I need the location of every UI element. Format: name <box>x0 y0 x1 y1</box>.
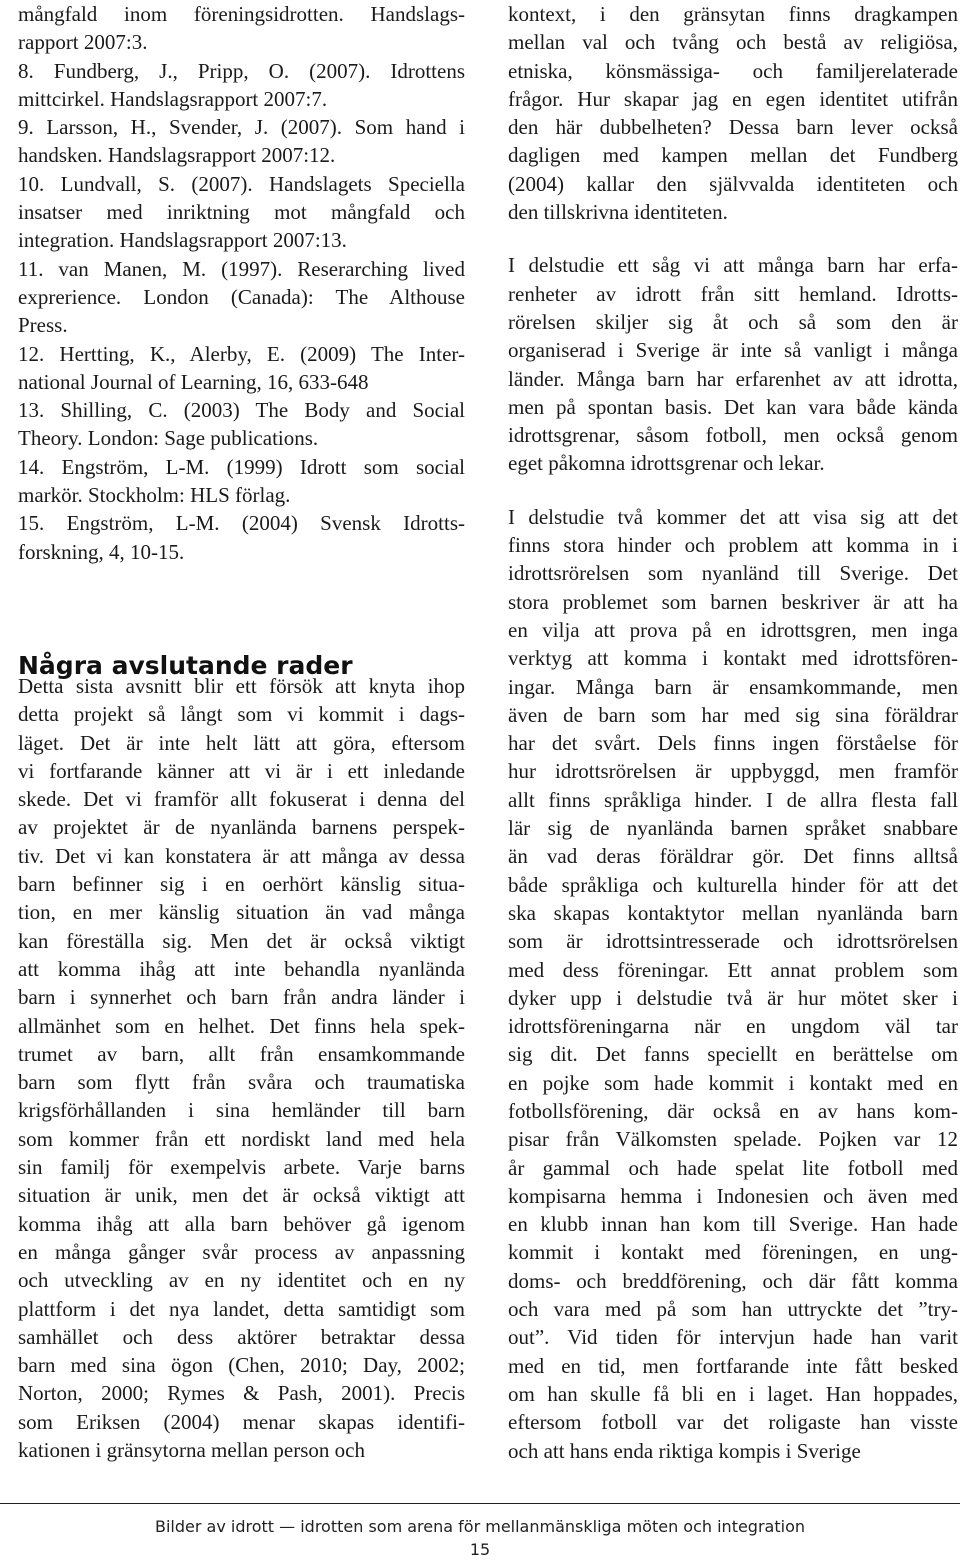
left-body <box>18 672 465 1464</box>
text-line: som är idrottsintresserade och idrottsrörelsen <box>508 929 958 954</box>
text-line: organiserad i Sverige är inte så vanligt i många <box>508 338 958 363</box>
text-line: kommit i kontakt med föreningen, en ung- <box>508 1240 958 1265</box>
text-line: pisar från Välkomsten spelade. Pojken var 12 <box>508 1127 958 1152</box>
text-line: sin familj för exempelvis arbete. Varje barns <box>18 1155 465 1180</box>
text-line: Theory. London: Sage publications. <box>18 426 319 451</box>
text-line: kationen i gränsytorna mellan person och <box>18 1438 365 1463</box>
text-line: national Journal of Learning, 16, 633-648 <box>18 369 369 394</box>
text-line: en vilja att prova på en idrottsgren, men inga <box>508 617 958 642</box>
text-line: markör. Stockholm: HLS förlag. <box>18 483 291 508</box>
text-line: sig dit. Det fanns speciellt en berättelse om <box>508 1042 958 1067</box>
right-column <box>508 0 958 1465</box>
text-line: än vad deras föräldrar gör. Det finns alltså <box>508 844 958 869</box>
text-line: en många gånger svår process av anpassning <box>18 1239 465 1264</box>
left-column <box>18 0 465 566</box>
text-line: 13. Shilling, C. (2003) The Body and Social <box>18 398 465 423</box>
text-line: Press. <box>18 313 68 338</box>
paragraph-gap <box>508 226 958 251</box>
text-line: situation är unik, men det är också viktigt att <box>18 1183 465 1208</box>
text-line: kontext, i den gränsytan finns dragkampen <box>508 2 958 26</box>
paragraph-1 <box>508 0 958 226</box>
text-line: out”. Vid tiden för intervjun hade han varit <box>508 1325 958 1350</box>
paragraph-3 <box>508 503 958 1465</box>
text-line: barn som flytt från svåra och traumatiska <box>18 1070 465 1095</box>
body-paragraph <box>18 672 465 1464</box>
footer-divider <box>0 1503 960 1504</box>
text-line: av projektet är de nyanlända barnens perspek- <box>18 815 465 840</box>
text-line: samhället och dess aktörer betraktar dessa <box>18 1324 465 1349</box>
text-line: ska skapas kontaktytor mellan nyanlända barn <box>508 900 958 925</box>
text-line: och utveckling av en ny identitet och en ny <box>18 1268 465 1293</box>
text-line: kan föreställa sig. Men det är också viktigt <box>18 928 465 953</box>
text-line: lär sig de nyanlända barnen språket snabbare <box>508 816 958 841</box>
text-line: vi fortfarande känner att vi är i ett inledande <box>18 758 465 783</box>
text-line: som Eriksen (2004) menar skapas identifi- <box>18 1409 465 1434</box>
text-line: och vara med på som han uttryckte det ”try- <box>508 1297 958 1322</box>
text-line: dagligen med kampen mellan det Fundberg <box>508 143 958 168</box>
text-line: 9. Larsson, H., Svender, J. (2007). Som hand i <box>18 115 465 140</box>
text-line: den tillskrivna identiteten. <box>508 200 728 225</box>
footer-title: Bilder av idrott — idrotten som arena för mellanmänskliga möten och integration <box>154 1517 805 1536</box>
text-line: detta projekt så långt som vi kommit i dags- <box>18 702 465 727</box>
text-line: både språkliga och kulturella hinder för att det <box>508 872 958 897</box>
text-line: 11. van Manen, M. (1997). Reserarching lived <box>18 256 465 281</box>
text-line: hur idrottsrörelsen är uppbyggd, men framför <box>508 759 958 784</box>
text-line: barn befinner sig i en oerhört känslig situa- <box>18 872 465 897</box>
text-line: om han skulle få bli en i laget. Han hoppades, <box>508 1381 958 1406</box>
reference-list <box>18 0 465 566</box>
text-line: eftersom fotboll var det roligaste han visste <box>508 1410 958 1435</box>
text-line: mittcirkel. Handslagsrapport 2007:7. <box>18 86 328 111</box>
text-line: trumet av barn, allt från ensamkommande <box>18 1041 465 1066</box>
text-line: (2004) kallar den självvalda identiteten och <box>508 171 958 196</box>
text-line: stora problemet som barnen beskriver är att ha <box>508 589 958 614</box>
text-line: renheter av idrott från sitt hemland. Idrotts- <box>508 281 958 306</box>
text-line: 8. Fundberg, J., Pripp, O. (2007). Idrottens <box>18 58 465 83</box>
text-line: kompisarna hemma i Indonesien och även med <box>508 1183 958 1208</box>
text-line: verktyg att komma i kontakt med idrottsfören- <box>508 646 958 671</box>
text-line: och att hans enda riktiga kompis i Sverige <box>508 1438 861 1463</box>
text-line: barn i synnerhet och barn från andra länder i <box>18 985 465 1010</box>
page-number: 15 <box>469 1540 491 1559</box>
text-line: komma ihåg att alla barn behöver gå igenom <box>18 1211 465 1236</box>
text-line: integration. Handslagsrapport 2007:13. <box>18 228 347 253</box>
text-line: Norton, 2000; Rymes & Pash, 2001). Precis <box>18 1381 465 1406</box>
text-line: 12. Hertting, K., Alerby, E. (2009) The Inter- <box>18 341 465 366</box>
text-line: mångfald inom föreningsidrotten. Handslags- <box>18 2 465 26</box>
text-line: Detta sista avsnitt blir ett försök att knyta ihop <box>18 674 465 698</box>
text-line: exprerience. London (Canada): The Althouse <box>18 284 465 309</box>
text-line: allmänhet som en helhet. Det finns hela spek- <box>18 1013 465 1038</box>
text-line: barn med sina ögon (Chen, 2010; Day, 2002; <box>18 1353 465 1378</box>
text-line: länder. Många barn har erfarenhet av att idrotta, <box>508 366 958 391</box>
text-line: etniska, könsmässiga- och familjerelaterade <box>508 58 958 83</box>
text-line: eget påkomna idrottsgrenar och lekar. <box>508 451 825 476</box>
text-line: I delstudie ett såg vi att många barn har erfa- <box>508 253 958 278</box>
text-line: finns stora hinder och problem att komma in i <box>508 533 958 558</box>
text-line: år gammal och hade spelat lite fotboll med <box>508 1155 958 1180</box>
text-line: krigsförhållanden i sina hemländer till barn <box>18 1098 465 1123</box>
text-line: läget. Det är inte helt lätt att göra, eftersom <box>18 730 465 755</box>
text-line: idrottsföreningarna när en ungdom väl tar <box>508 1014 958 1039</box>
paragraph-2 <box>508 251 958 477</box>
text-line: en klubb innan han kom till Sverige. Han hade <box>508 1212 958 1237</box>
text-line: insatser med inriktning mot mångfald och <box>18 200 465 225</box>
text-line: idrottsgrenar, såsom fotboll, men också genom <box>508 423 958 448</box>
text-line: 14. Engström, L-M. (1999) Idrott som social <box>18 454 465 479</box>
text-line: allt finns språkliga hinder. I de allra flesta fall <box>508 787 958 812</box>
text-line: dyker upp i delstudie två är hur mötet sker i <box>508 985 958 1010</box>
text-line: handsken. Handslagsrapport 2007:12. <box>18 143 336 168</box>
paragraph-gap <box>508 478 958 503</box>
text-line: även de barn som har med sig sina föräldrar <box>508 702 958 727</box>
text-line: plattform i det nya landet, detta samtidigt som <box>18 1296 465 1321</box>
text-line: skede. Det vi framför allt fokuserat i denna del <box>18 787 465 812</box>
text-line: med en tid, men fortfarande inte fått besked <box>508 1353 958 1378</box>
text-line: doms- och breddförening, och där fått komma <box>508 1268 958 1293</box>
text-line: fotbollsförening, där också en av hans kom- <box>508 1098 958 1123</box>
text-line: 15. Engström, L-M. (2004) Svensk Idrotts- <box>18 511 465 536</box>
text-line: tiv. Det vi kan konstatera är att många av dessa <box>18 843 465 868</box>
text-line: med dess föreningar. Ett annat problem som <box>508 957 958 982</box>
text-line: mellan val och tvång och bestå av religiösa, <box>508 30 958 55</box>
text-line: tion, en mer känslig situation än vad många <box>18 900 465 925</box>
text-line: rörelsen skiljer sig åt och så som den är <box>508 309 958 334</box>
text-line: den här dubbelheten? Dessa barn lever också <box>508 115 958 140</box>
text-line: har det svårt. Dels finns ingen förståelse för <box>508 731 958 756</box>
text-line: som kommer från ett nordiskt land med hela <box>18 1126 465 1151</box>
text-line: rapport 2007:3. <box>18 30 148 55</box>
text-line: forskning, 4, 10-15. <box>18 539 185 564</box>
text-line: men på spontan basis. Det kan vara både kända <box>508 394 958 419</box>
text-line: ingar. Många barn är ensamkommande, men <box>508 674 958 699</box>
text-line: idrottsrörelsen som nyanländ till Sverige. Det <box>508 561 958 586</box>
text-line: frågor. Hur skapar jag en egen identitet utifrån <box>508 86 958 111</box>
text-line: en pojke som hade kommit i kontakt med en <box>508 1070 958 1095</box>
text-line: I delstudie två kommer det att visa sig att det <box>508 504 958 529</box>
section-heading: Några avslutande rader <box>18 650 353 680</box>
text-line: att komma ihåg att inte behandla nyanlända <box>18 956 465 981</box>
text-line: 10. Lundvall, S. (2007). Handslagets Speciella <box>18 171 465 196</box>
